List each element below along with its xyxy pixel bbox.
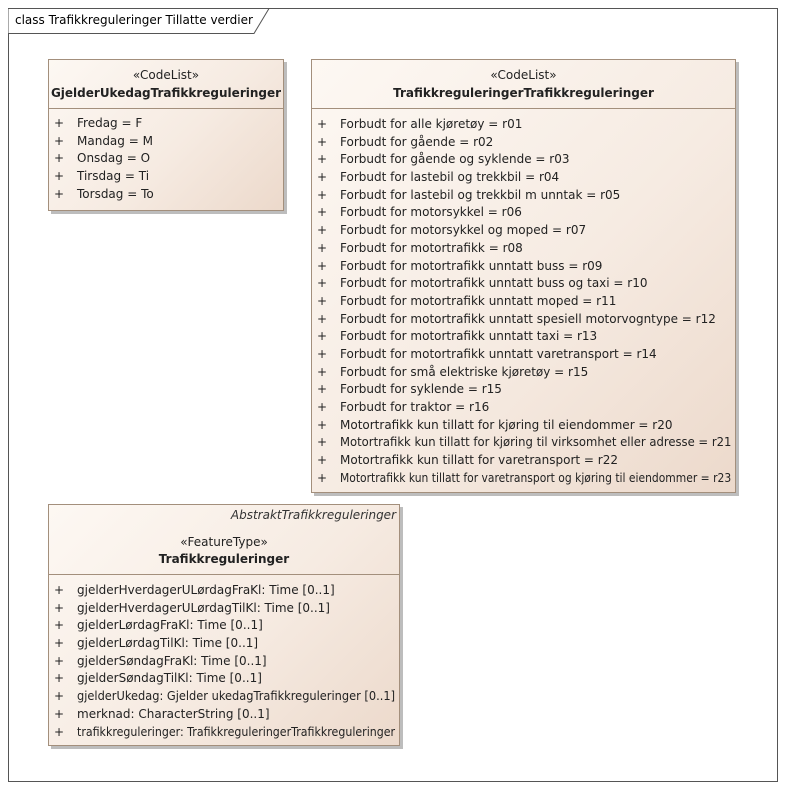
attribute-text: Forbudt for lastebil og trekkbil = r04 xyxy=(340,170,560,185)
visibility-marker: + xyxy=(54,636,65,651)
attribute-text: Fredag = F xyxy=(77,116,143,130)
visibility-marker: + xyxy=(54,169,65,184)
visibility-marker: + xyxy=(317,311,328,326)
attribute-row[interactable] xyxy=(312,116,735,134)
attribute-text: Forbudt for motortrafikk unntatt spesiell motorvogntype = r12 xyxy=(340,311,716,326)
attribute-row[interactable] xyxy=(49,600,399,618)
attribute-list xyxy=(49,575,399,741)
visibility-marker: + xyxy=(54,133,65,148)
visibility-marker: + xyxy=(317,329,328,344)
visibility-marker: + xyxy=(317,187,328,202)
class-header xyxy=(49,60,283,109)
visibility-marker: + xyxy=(317,470,328,485)
attribute-text: Forbudt for syklende = r15 xyxy=(340,382,502,397)
attribute-text: Motortrafikk kun tillatt for kjøring til virksomhet eller adresse = r21 xyxy=(340,435,732,450)
visibility-marker: + xyxy=(317,258,328,273)
attribute-row[interactable] xyxy=(312,204,735,222)
attribute-row[interactable] xyxy=(49,150,283,168)
attribute-text: Forbudt for motortrafikk unntatt buss = r09 xyxy=(340,258,603,273)
visibility-marker: + xyxy=(317,117,328,131)
attribute-text: trafikkreguleringer: TrafikkreguleringerTrafikkreguleringer xyxy=(77,724,396,739)
class-trafikkreguleringer-featuretype[interactable] xyxy=(48,504,400,746)
attribute-row[interactable] xyxy=(312,169,735,187)
attribute-text: Forbudt for lastebil og trekkbil m unntak = r05 xyxy=(340,187,621,202)
visibility-marker: + xyxy=(54,618,65,633)
attribute-text: Forbudt for alle kjøretøy = r01 xyxy=(340,117,523,131)
class-name: TrafikkreguleringerTrafikkreguleringer xyxy=(393,86,654,100)
attribute-row[interactable] xyxy=(49,617,399,635)
visibility-marker: + xyxy=(317,152,328,167)
attribute-row[interactable] xyxy=(312,346,735,364)
class-header xyxy=(49,505,399,575)
visibility-marker: + xyxy=(54,724,65,739)
attribute-row[interactable] xyxy=(49,186,283,204)
attribute-text: Forbudt for gående og syklende = r03 xyxy=(340,152,570,167)
class-stereotype: «FeatureType» xyxy=(180,535,268,549)
attribute-text: Onsdag = O xyxy=(77,151,151,166)
attribute-row[interactable] xyxy=(312,222,735,240)
attribute-text: Forbudt for gående = r02 xyxy=(340,134,494,149)
attribute-row[interactable] xyxy=(49,688,399,706)
class-header xyxy=(312,60,735,109)
attribute-text: gjelderSøndagTilKl: Time [0..1] xyxy=(77,671,262,686)
attribute-text: Forbudt for motortrafikk = r08 xyxy=(340,240,523,255)
visibility-marker: + xyxy=(317,346,328,361)
attribute-row[interactable] xyxy=(312,434,735,452)
attribute-row[interactable] xyxy=(312,399,735,417)
attribute-row[interactable] xyxy=(49,653,399,671)
visibility-marker: + xyxy=(54,653,65,668)
attribute-text: gjelderUkedag: Gjelder ukedagTrafikkreguleringer [0..1] xyxy=(77,689,396,704)
attribute-row[interactable] xyxy=(312,364,735,382)
attribute-row[interactable] xyxy=(312,187,735,205)
attribute-row[interactable] xyxy=(312,275,735,293)
diagram-title: class Trafikkreguleringer Tillatte verdier xyxy=(15,13,253,27)
attribute-text: merknad: CharacterString [0..1] xyxy=(77,706,270,721)
attribute-row[interactable] xyxy=(49,706,399,724)
attribute-text: Forbudt for små elektriske kjøretøy = r15 xyxy=(340,364,589,379)
visibility-marker: + xyxy=(317,400,328,414)
attribute-text: Forbudt for motorsykkel = r06 xyxy=(340,205,522,220)
attribute-text: Tirsdag = Ti xyxy=(77,169,150,184)
visibility-marker: + xyxy=(54,583,65,597)
class-name: GjelderUkedagTrafikkreguleringer xyxy=(50,86,282,100)
attribute-row[interactable] xyxy=(312,381,735,399)
attribute-row[interactable] xyxy=(312,293,735,311)
attribute-row[interactable] xyxy=(312,311,735,329)
visibility-marker: + xyxy=(54,706,65,721)
visibility-marker: + xyxy=(54,186,65,201)
attribute-text: Forbudt for motortrafikk unntatt moped = r11 xyxy=(340,293,617,308)
attribute-text: Forbudt for motorsykkel og moped = r07 xyxy=(340,223,587,238)
visibility-marker: + xyxy=(317,240,328,255)
attribute-list xyxy=(49,109,283,203)
visibility-marker: + xyxy=(54,116,65,130)
attribute-text: Motortrafikk kun tillatt for kjøring til eiendommer = r20 xyxy=(340,417,673,432)
visibility-marker: + xyxy=(317,364,328,379)
visibility-marker: + xyxy=(317,134,328,149)
attribute-row[interactable] xyxy=(49,168,283,186)
attribute-text: Forbudt for motortrafikk unntatt buss og taxi = r10 xyxy=(340,276,648,291)
visibility-marker: + xyxy=(317,223,328,238)
visibility-marker: + xyxy=(54,689,65,704)
visibility-marker: + xyxy=(317,205,328,220)
parent-class-label: AbstraktTrafikkreguleringer xyxy=(230,508,396,522)
visibility-marker: + xyxy=(317,453,328,468)
attribute-row[interactable] xyxy=(312,417,735,435)
attribute-row[interactable] xyxy=(49,115,283,133)
attribute-row[interactable] xyxy=(49,724,399,742)
attribute-text: Forbudt for motortrafikk unntatt taxi = r13 xyxy=(340,329,598,344)
attribute-row[interactable] xyxy=(312,134,735,152)
class-trafikkreguleringer-codelist[interactable] xyxy=(311,59,736,493)
visibility-marker: + xyxy=(317,293,328,308)
attribute-row[interactable] xyxy=(49,133,283,151)
attribute-row[interactable] xyxy=(312,328,735,346)
attribute-row[interactable] xyxy=(49,582,399,600)
attribute-text: gjelderHverdagerULørdagFraKl: Time [0..1] xyxy=(77,583,335,597)
visibility-marker: + xyxy=(317,435,328,450)
visibility-marker: + xyxy=(317,276,328,291)
attribute-row[interactable] xyxy=(312,258,735,276)
attribute-row[interactable] xyxy=(312,151,735,169)
attribute-text: gjelderSøndagFraKl: Time [0..1] xyxy=(77,653,267,668)
attribute-text: Forbudt for traktor = r16 xyxy=(340,400,490,414)
attribute-row[interactable] xyxy=(49,670,399,688)
visibility-marker: + xyxy=(317,382,328,397)
attribute-text: Mandag = M xyxy=(77,133,153,148)
attribute-text: gjelderHverdagerULørdagTilKl: Time [0..1] xyxy=(77,600,330,615)
class-gjelder-ukedag[interactable] xyxy=(48,59,284,211)
class-stereotype: «CodeList» xyxy=(490,68,557,82)
attribute-list xyxy=(312,109,735,487)
visibility-marker: + xyxy=(54,671,65,686)
attribute-text: Motortrafikk kun tillatt for varetransport og kjøring til eiendommer = r23 xyxy=(340,470,732,485)
attribute-row[interactable] xyxy=(312,470,735,488)
visibility-marker: + xyxy=(317,417,328,432)
visibility-marker: + xyxy=(54,600,65,615)
attribute-row[interactable] xyxy=(49,635,399,653)
attribute-row[interactable] xyxy=(312,240,735,258)
class-stereotype: «CodeList» xyxy=(132,68,200,82)
attribute-text: gjelderLørdagFraKl: Time [0..1] xyxy=(77,618,263,633)
attribute-text: Torsdag = To xyxy=(77,186,154,201)
attribute-row[interactable] xyxy=(312,452,735,470)
attribute-text: Forbudt for motortrafikk unntatt varetransport = r14 xyxy=(340,346,657,361)
attribute-text: Motortrafikk kun tillatt for varetransport = r22 xyxy=(340,453,618,468)
class-name: Trafikkreguleringer xyxy=(158,552,290,566)
visibility-marker: + xyxy=(317,170,328,185)
visibility-marker: + xyxy=(54,151,65,166)
attribute-text: gjelderLørdagTilKl: Time [0..1] xyxy=(77,636,259,651)
